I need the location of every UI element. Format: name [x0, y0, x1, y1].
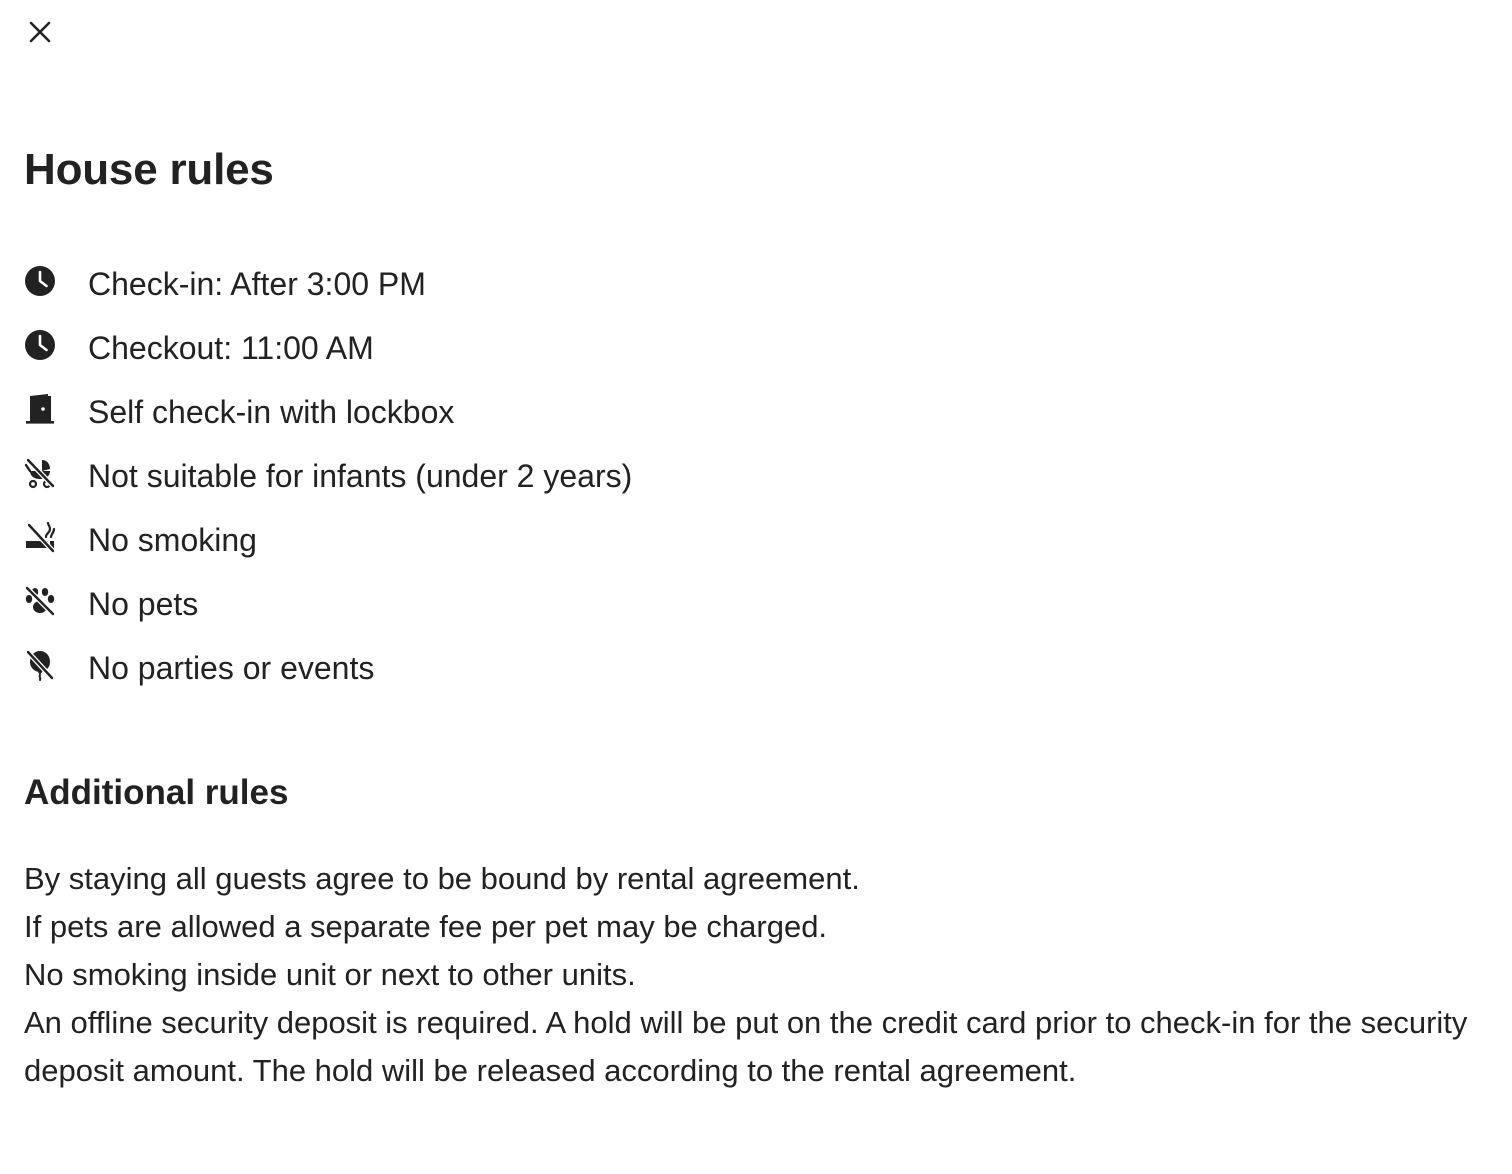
- rule-label: No smoking: [88, 522, 257, 558]
- close-button[interactable]: [20, 12, 60, 52]
- rule-no-pets: [24, 572, 1464, 636]
- additional-rule-line: By staying all guests agree to be bound by rental agreement.: [24, 861, 860, 896]
- rule-label: Check-in: After 3:00 PM: [88, 266, 426, 302]
- no-stroller-icon: [24, 457, 56, 489]
- rule-no-smoking: [24, 508, 1464, 572]
- additional-rule-line: If pets are allowed a separate fee per pet may be charged.: [24, 909, 828, 944]
- rule-self-checkin: [24, 380, 1464, 444]
- additional-rules-text: [24, 855, 1474, 1095]
- rule-checkout: [24, 316, 1464, 380]
- rule-label: Self check-in with lockbox: [88, 394, 455, 430]
- rule-checkin: [24, 252, 1464, 316]
- door-icon: [24, 393, 56, 425]
- additional-rule-line: No smoking inside unit or next to other units.: [24, 957, 636, 992]
- rule-no-infants: [24, 444, 1464, 508]
- clock-icon: [24, 265, 56, 297]
- page-title: House rules: [24, 145, 274, 194]
- rule-label: Checkout: 11:00 AM: [88, 330, 374, 366]
- additional-rules-title: Additional rules: [24, 773, 289, 812]
- house-rules-list: [24, 252, 1464, 700]
- clock-icon: [24, 329, 56, 361]
- rule-label: Not suitable for infants (under 2 years): [88, 458, 633, 494]
- no-pets-icon: [24, 585, 56, 617]
- close-icon[interactable]: [27, 19, 53, 45]
- additional-rule-line: An offline security deposit is required. A hold will be put on the credit card prior to check-in for the security deposit amount. The hold will be released according to the rental agreement.: [24, 1005, 1468, 1088]
- rule-label: No pets: [88, 586, 199, 622]
- no-parties-icon: [24, 649, 56, 681]
- rule-no-parties: [24, 636, 1464, 700]
- no-smoking-icon: [24, 521, 56, 553]
- rule-label: No parties or events: [88, 650, 375, 686]
